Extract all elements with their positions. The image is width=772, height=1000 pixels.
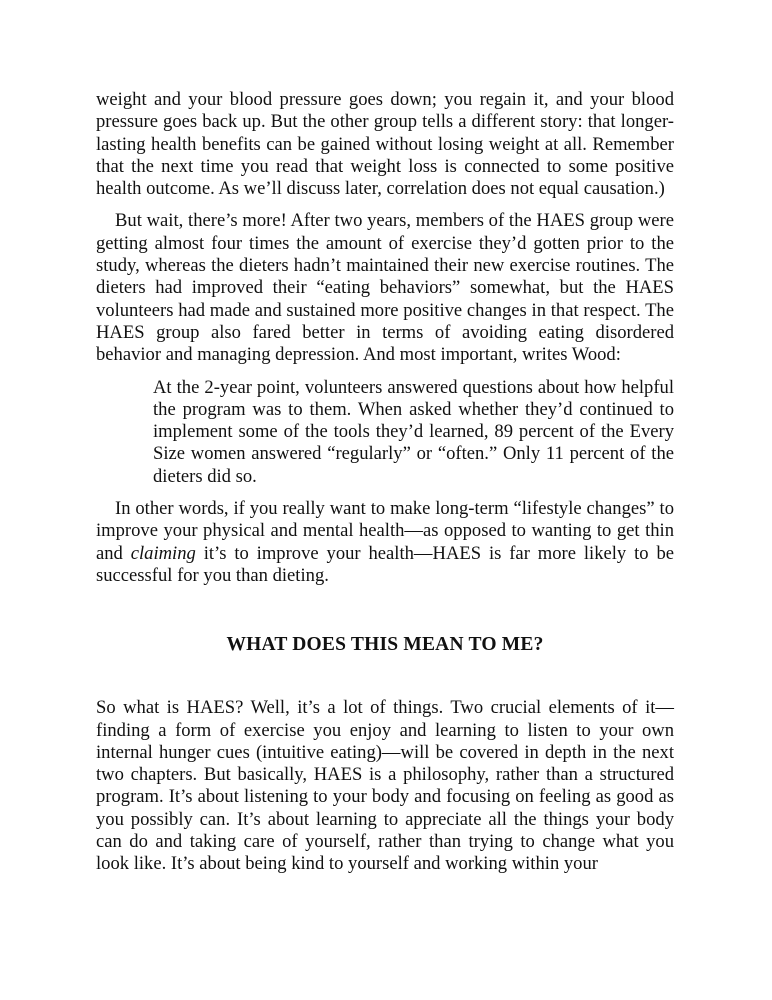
book-page: [96, 89, 674, 876]
paragraph-in-other-words: [96, 498, 674, 587]
paragraph-text-start: In other words, if you really want to make long-term “lifestyle changes” to improve your physical and mental health—as opposed to wanting to get thin and: [96, 498, 674, 564]
paragraph-so-what-is-haes: So what is HAES? Well, it’s a lot of things. Two crucial elements of it—finding a form of exercise you enjoy and learning to listen to your own internal hunger cues (intuitive eating)—will be covered in depth in the next two chapters. But basically, HAES is a philosophy, rather than a structured program. It’s about listening to your body and focusing on feeling as good as you possibly can. It’s about learning to appreciate all the things your body can do and taking care of yourself, rather than trying to change what you look like. It’s about being kind to yourself and working within your: [96, 697, 674, 875]
paragraph-text-end: it’s to improve your health—HAES is far more likely to be successful for you than dieting.: [96, 542, 674, 586]
emphasized-word: claiming: [130, 542, 196, 564]
paragraph-but-wait: But wait, there’s more! After two years, members of the HAES group were getting almost four times the amount of exercise they’d gotten prior to the study, whereas the dieters hadn’t maintained their new exercise routines. The dieters had improved their “eating behaviors” somewhat, but the HAES volunteers had made and sustained more positive changes in that respect. The HAES group also fared better in terms of avoiding eating disordered behavior and managing depression. And most important, writes Wood:: [96, 210, 674, 366]
section-heading: WHAT DOES THIS MEAN TO ME?: [226, 634, 544, 656]
paragraph-continuation: weight and your blood pressure goes down; you regain it, and your blood pressure goes back up. But the other group tells a different story: that longer-lasting health benefits can be gained without losing weight at all. Remember that the next time you read that weight loss is connected to some positive health outcome. As we’ll discuss later, correlation does not equal causation.): [96, 89, 674, 200]
block-quote: At the 2-year point, volunteers answered questions about how helpful the program was to them. When asked whether they’d continued to implement some of the tools they’d learned, 89 percent of the Every Size women answered “regularly” or “often.” Only 11 percent of the dieters did so.: [153, 376, 674, 487]
